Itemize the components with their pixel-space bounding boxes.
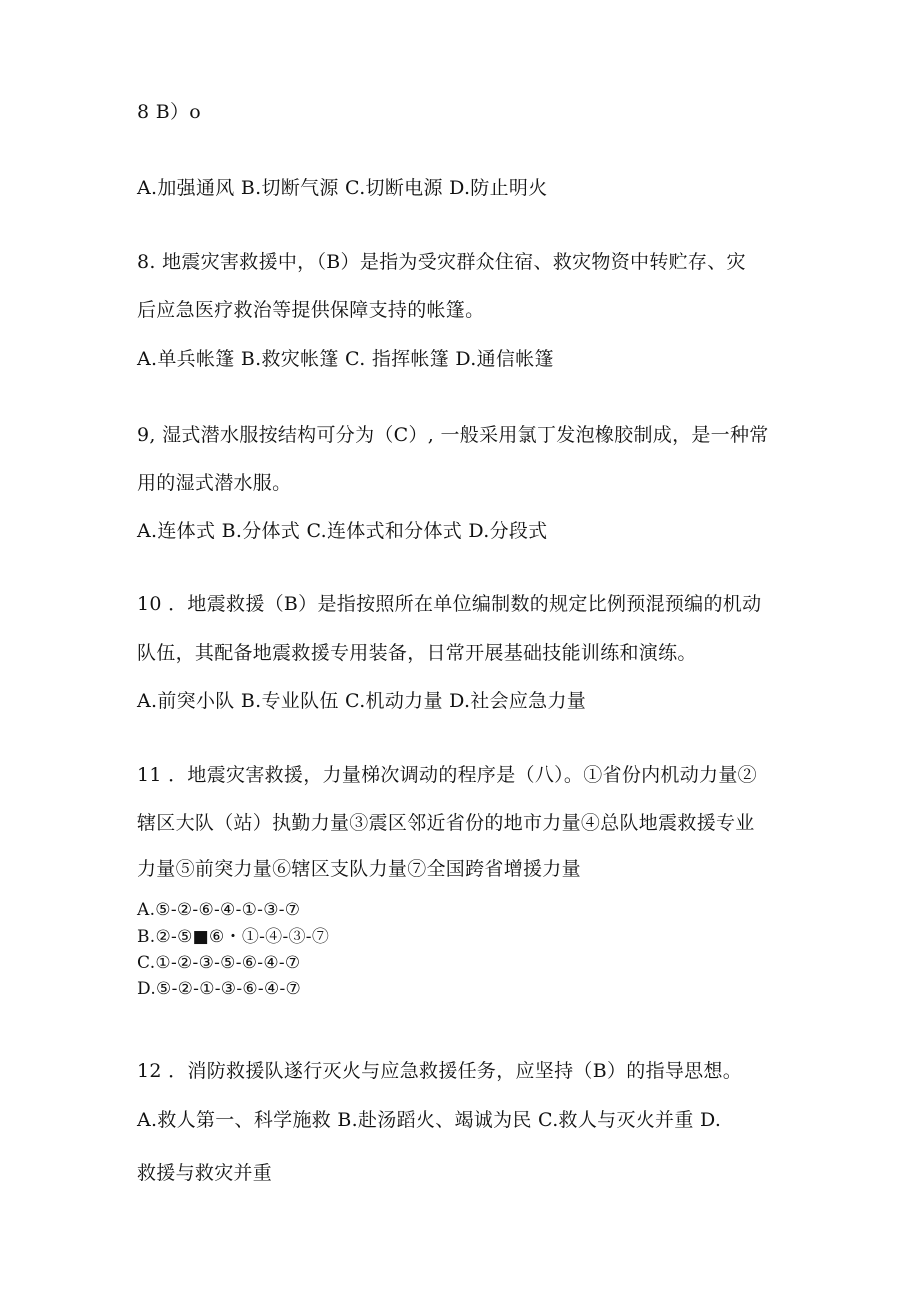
question-12-options-line-2: 救援与救灾并重 <box>137 1162 273 1184</box>
question-11-option-a: A.⑤-②-⑥-④-①-③-⑦ <box>137 900 301 920</box>
question-12-text-line-1: 12 ．消防救援队遂行灭火与应急救援任务，应坚持（B）的指导思想。 <box>137 1060 743 1082</box>
question-8-text-line-1: 8. 地震灾害救援中，（B）是指为受灾群众住宿、救灾物资中转贮存、灾 <box>137 251 746 273</box>
question-8-options: A.单兵帐篷 B.救灾帐篷 C. 指挥帐篷 D.通信帐篷 <box>137 348 554 370</box>
question-9-text-line-2: 用的湿式潜水服。 <box>137 472 292 494</box>
question-9-text-line-1: 9, 湿式潜水服按结构可分为（C）, 一般采用氯丁发泡橡胶制成，是一种常 <box>137 424 769 446</box>
question-9-options: A.连体式 B.分体式 C.连体式和分体式 D.分段式 <box>137 520 548 542</box>
question-11-text-line-1: 11 ．地震灾害救援，力量梯次调动的程序是（八）。①省份内机动力量② <box>137 764 757 786</box>
question-7-options: A.加强通风 B.切断气源 C.切断电源 D.防止明火 <box>137 177 548 199</box>
text-line-answer-fragment: 8 B）o <box>137 101 202 123</box>
question-11-option-c: C.①-②-③-⑤-⑥-④-⑦ <box>137 953 301 973</box>
question-10-text-line-1: 10 ．地震救援（B）是指按照所在单位编制数的规定比例预混预编的机动 <box>137 593 762 615</box>
question-11-text-line-3: 力量⑤前突力量⑥辖区支队力量⑦全国跨省增援力量 <box>137 858 581 880</box>
question-11-option-b: B.②-⑤■⑥・①-④-③-⑦ <box>137 927 330 947</box>
question-10-text-line-2: 队伍，其配备地震救援专用装备，日常开展基础技能训练和演练。 <box>137 642 697 664</box>
question-10-options: A.前突小队 B.专业队伍 C.机动力量 D.社会应急力量 <box>137 690 587 712</box>
question-12-options-line-1: A.救人第一、科学施救 B.赴汤蹈火、竭诚为民 C.救人与灭火并重 D. <box>137 1109 722 1131</box>
question-8-text-line-2: 后应急医疗救治等提供保障支持的帐篷。 <box>137 299 485 321</box>
question-11-text-line-2: 辖区大队（站）执勤力量③震区邻近省份的地市力量④总队地震救援专业 <box>137 812 755 834</box>
question-11-option-d: D.⑤-②-①-③-⑥-④-⑦ <box>137 979 302 999</box>
